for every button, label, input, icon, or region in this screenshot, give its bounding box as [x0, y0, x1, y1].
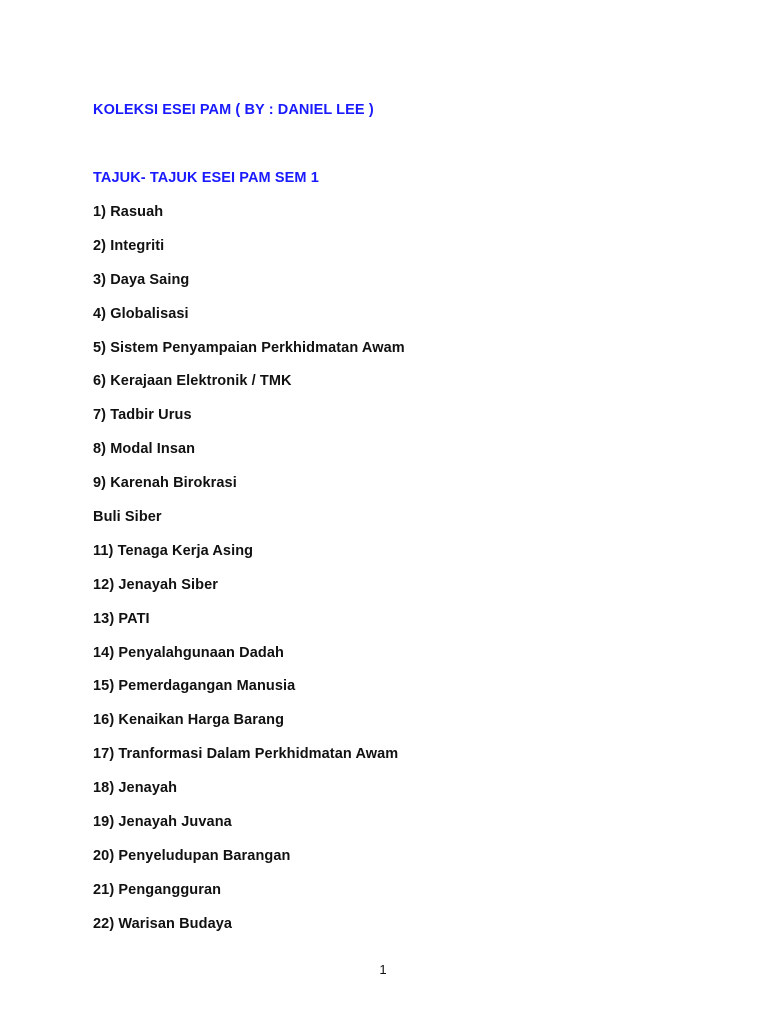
topic-item: 5) Sistem Penyampaian Perkhidmatan Awam [93, 339, 405, 356]
section-title: TAJUK- TAJUK ESEI PAM SEM 1 [93, 170, 319, 186]
page-number: 1 [379, 962, 387, 977]
topic-item: Buli Siber [93, 509, 162, 526]
topic-item: 4) Globalisasi [93, 305, 189, 322]
topic-item: 17) Tranformasi Dalam Perkhidmatan Awam [93, 746, 399, 763]
topic-item: 14) Penyalahgunaan Dadah [93, 644, 284, 661]
topic-item: 18) Jenayah [93, 780, 178, 797]
topic-item: 2) Integriti [93, 237, 165, 254]
topic-item: 6) Kerajaan Elektronik / TMK [93, 373, 292, 390]
topic-item: 12) Jenayah Siber [93, 576, 219, 593]
document-title: KOLEKSI ESEI PAM ( BY : DANIEL LEE ) [93, 102, 374, 118]
topic-item: 20) Penyeludupan Barangan [93, 847, 291, 864]
topic-item: 19) Jenayah Juvana [93, 814, 232, 831]
topic-item: 16) Kenaikan Harga Barang [93, 712, 285, 729]
topic-item: 1) Rasuah [93, 204, 164, 220]
topic-item: 8) Modal Insan [93, 441, 196, 458]
topic-item: 11) Tenaga Kerja Asing [93, 542, 254, 559]
topic-item: 15) Pemerdagangan Manusia [93, 678, 296, 695]
topic-list [93, 204, 405, 950]
topic-item: 9) Karenah Birokrasi [93, 475, 237, 492]
topic-item: 3) Daya Saing [93, 271, 190, 288]
topic-item: 21) Pengangguran [93, 881, 222, 898]
topic-item: 13) PATI [93, 610, 150, 627]
topic-item: 7) Tadbir Urus [93, 407, 192, 424]
topic-item: 22) Warisan Budaya [93, 915, 233, 932]
